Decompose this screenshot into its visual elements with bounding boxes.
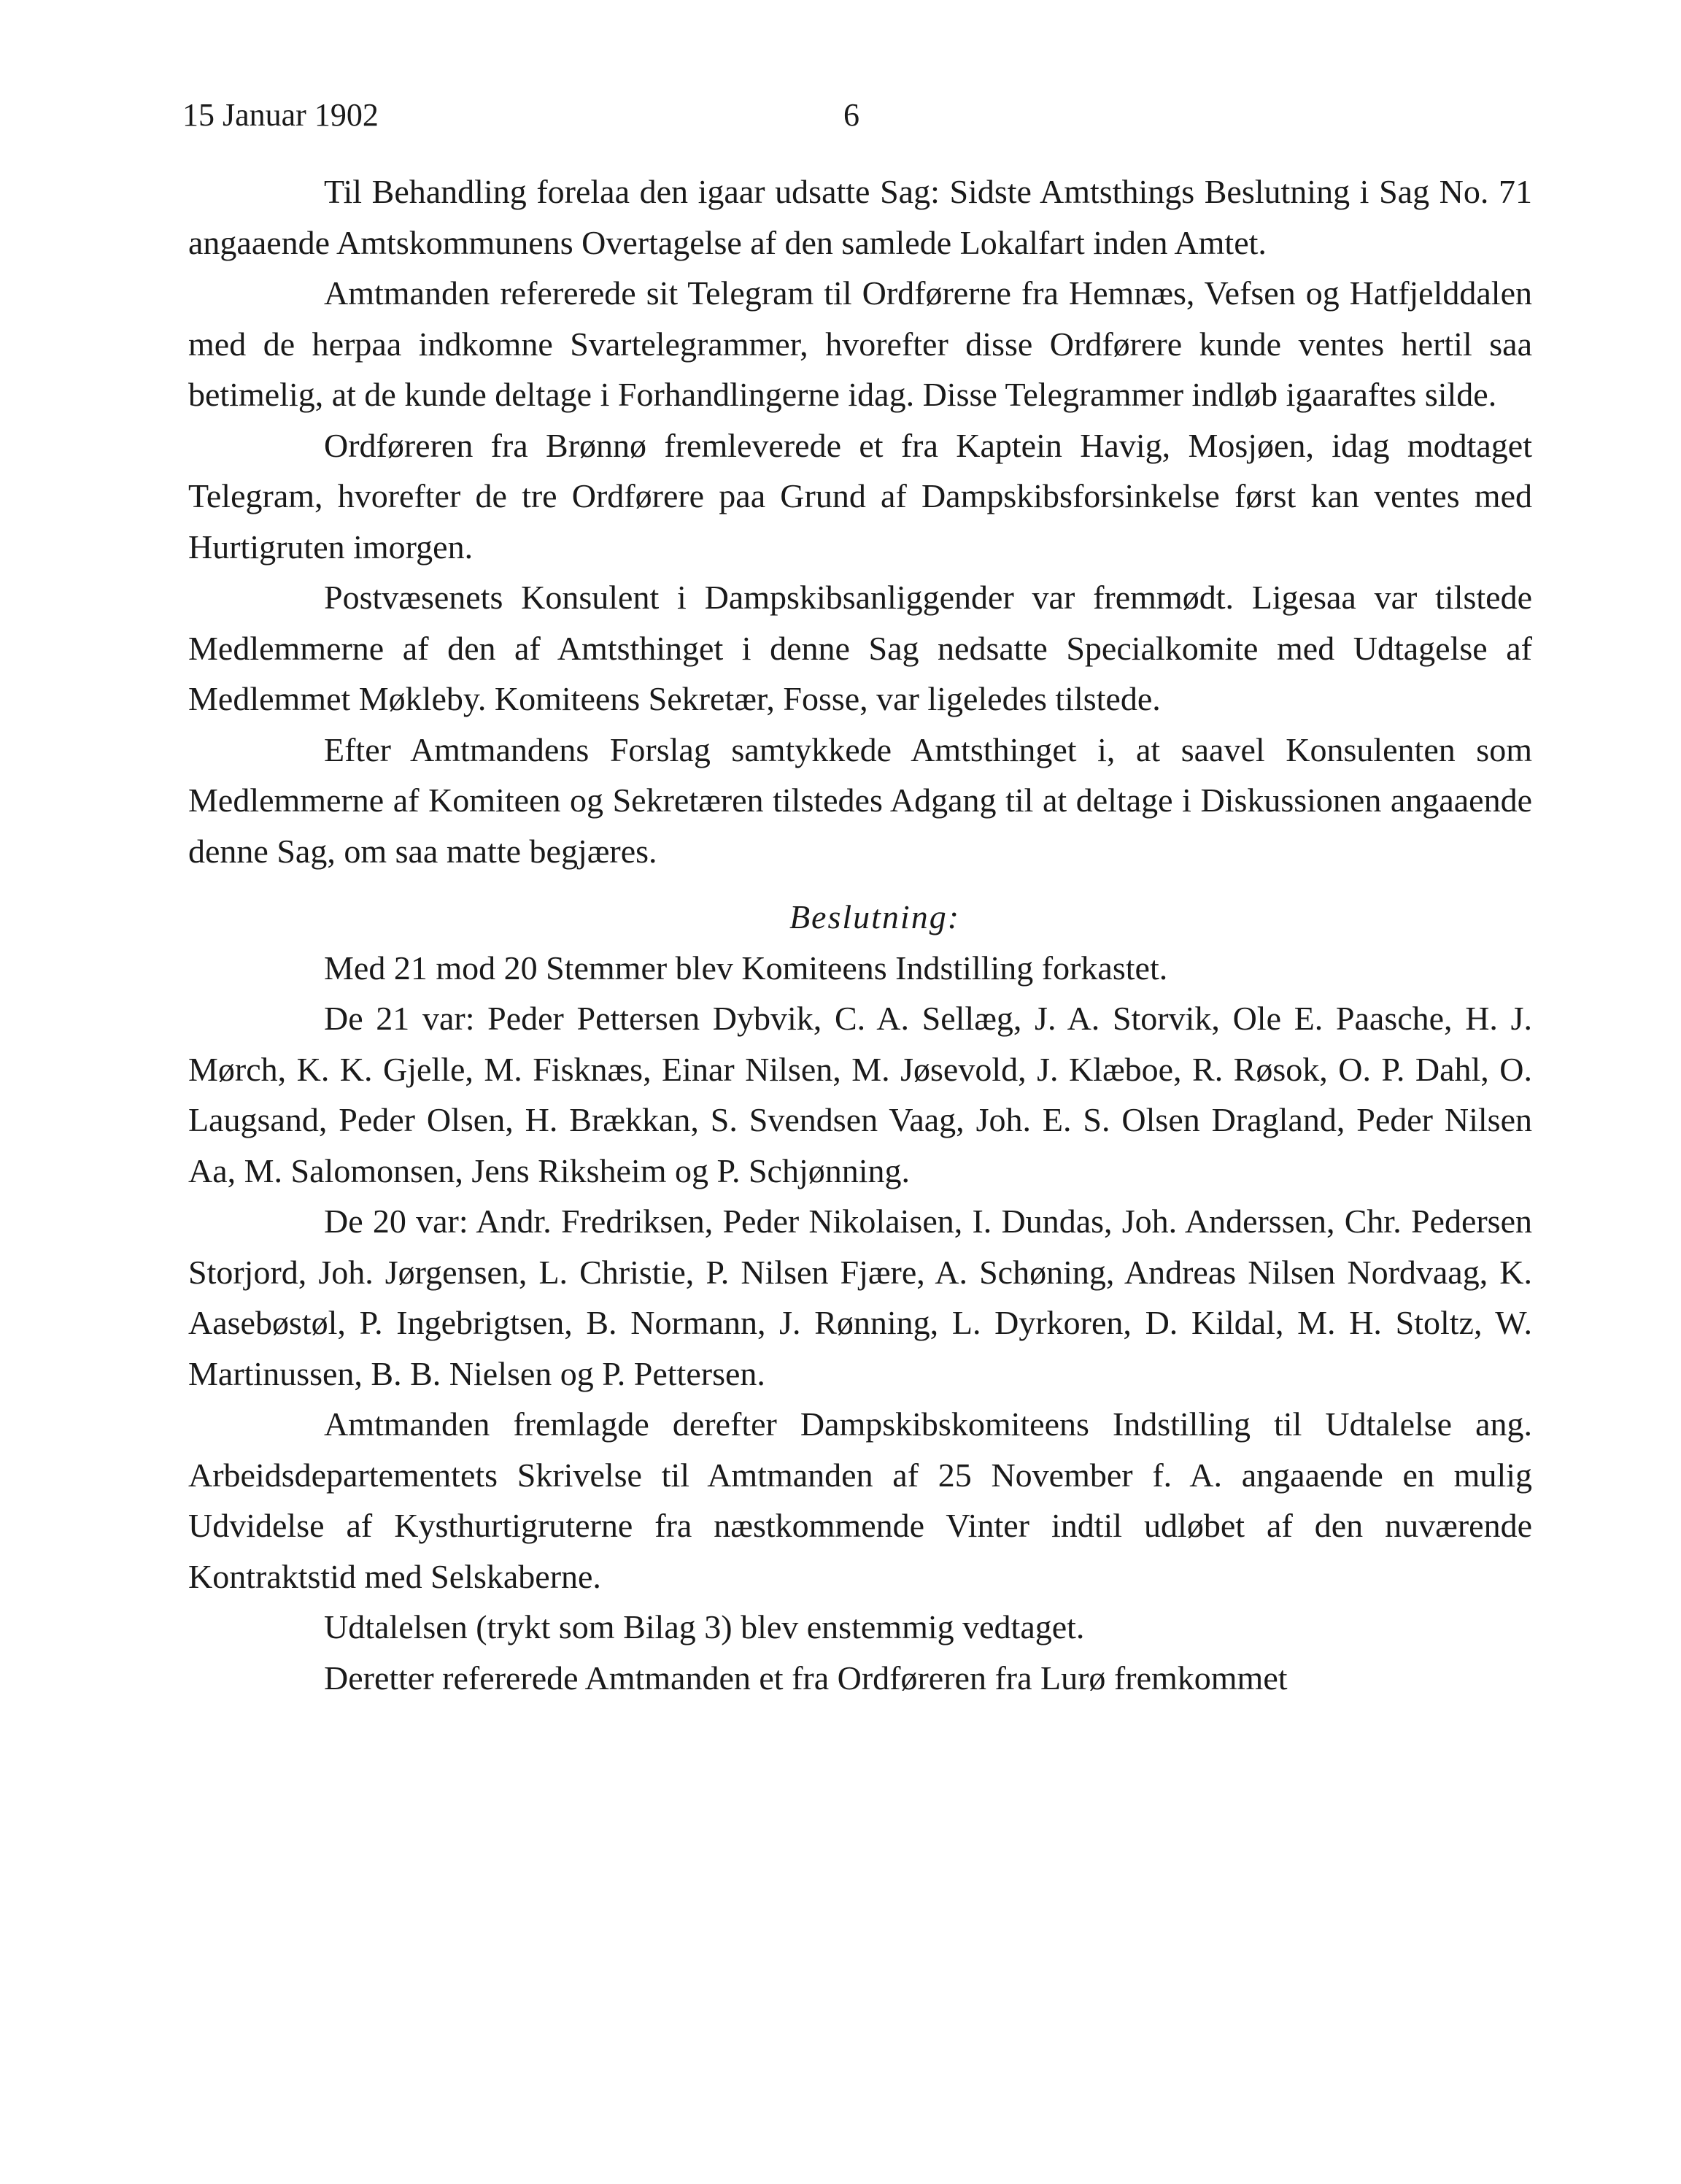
paragraph-luro: Deretter refererede Amtmanden et fra Ordføreren fra Lurø fremkommet — [324, 1659, 1288, 1697]
paragraph-vote-result: Med 21 mod 20 Stemmer blev Komiteens Indstilling forkastet. — [324, 949, 1168, 987]
page-number: 6 — [843, 97, 859, 133]
document-body — [188, 166, 1532, 1703]
paragraph-bronno: Ordføreren fra Brønnø fremleverede et fra Kaptein Havig, Mosjøen, idag modtaget Telegram, hvorefter de tre Ordførere paa Grund af Dampskibsforsinkelse først kan ventes med Hurtigruten imorgen. — [188, 426, 1532, 566]
paragraph-votes-against: De 20 var: Andr. Fredriksen, Peder Nikolaisen, I. Dundas, Joh. Anderssen, Chr. Pedersen Storjord, Joh. Jørgensen, L. Christie, P. Nilsen Fjære, A. Schøning, Andreas Nilsen Nordvaag, K. Aasebøstøl, P. Ingebrigtsen, B. Normann, J. Rønning, L. Dyrkoren, D. Kildal, M. H. Stoltz, W. Martinussen, B. B. Nielsen og P. Pettersen. — [188, 1203, 1532, 1392]
paragraph-agenda: Til Behandling forelaa den igaar udsatte Sag: Sidste Amtsthings Beslutning i Sag No. 71 angaaende Amtskommunens Overtagelse af den samlede Lokalfart inden Amtet. — [188, 173, 1532, 261]
paragraph-telegram: Amtmanden refererede sit Telegram til Ordførerne fra Hemnæs, Vefsen og Hatfjelddalen med de herpaa indkomne Svartelegrammer, hvorefter disse Ordførere kunde ventes hertil saa betimelig, at de kunde deltage i Forhandlingerne idag. Disse Telegrammer indløb igaaraftes silde. — [188, 274, 1532, 413]
paragraph-proposal: Efter Amtmandens Forslag samtykkede Amtsthinget i, at saavel Konsulenten som Medlemmerne af Komiteen og Sekretæren tilstedes Adgang til at deltage i Diskussionen angaaende denne Sag, om saa matte begjæres. — [188, 730, 1532, 870]
header-date: 15 Januar 1902 — [182, 97, 379, 133]
section-heading: Beslutning: — [789, 898, 961, 935]
paragraph-votes-for: De 21 var: Peder Pettersen Dybvik, C. A. Sellæg, J. A. Storvik, Ole E. Paasche, H. J. Mørch, K. K. Gjelle, M. Fisknæs, Einar Nilsen, M. Jøsevold, J. Klæboe, R. Røsok, O. P. Dahl, O. Laugsand, Peder Olsen, H. Brækkan, S. Svendsen Vaag, Joh. E. S. Olsen Dragland, Peder Nilsen Aa, M. Salomonsen, Jens Riksheim og P. Schjønning. — [188, 1000, 1532, 1189]
page-header — [182, 96, 1539, 140]
paragraph-consultant: Postvæsenets Konsulent i Dampskibsanliggender var fremmødt. Ligesaa var tilstede Medlemmerne af den af Amtsthinget i denne Sag nedsatte Specialkomite med Udtagelse af Medlemmet Møkleby. Komiteens Sekretær, Fosse, var ligeledes tilstede. — [188, 579, 1532, 717]
paragraph-statement: Amtmanden fremlagde derefter Dampskibskomiteens Indstilling til Udtalelse ang. Arbeidsdepartementets Skrivelse til Amtmanden af 25 November f. A. angaaende en mulig Udvidelse af Kysthurtigruterne fra næstkommende Vinter indtil udløbet af den nuværende Kontraktstid med Selskaberne. — [188, 1405, 1532, 1595]
paragraph-adopted: Udtalelsen (trykt som Bilag 3) blev enstemmig vedtaget. — [324, 1608, 1085, 1645]
